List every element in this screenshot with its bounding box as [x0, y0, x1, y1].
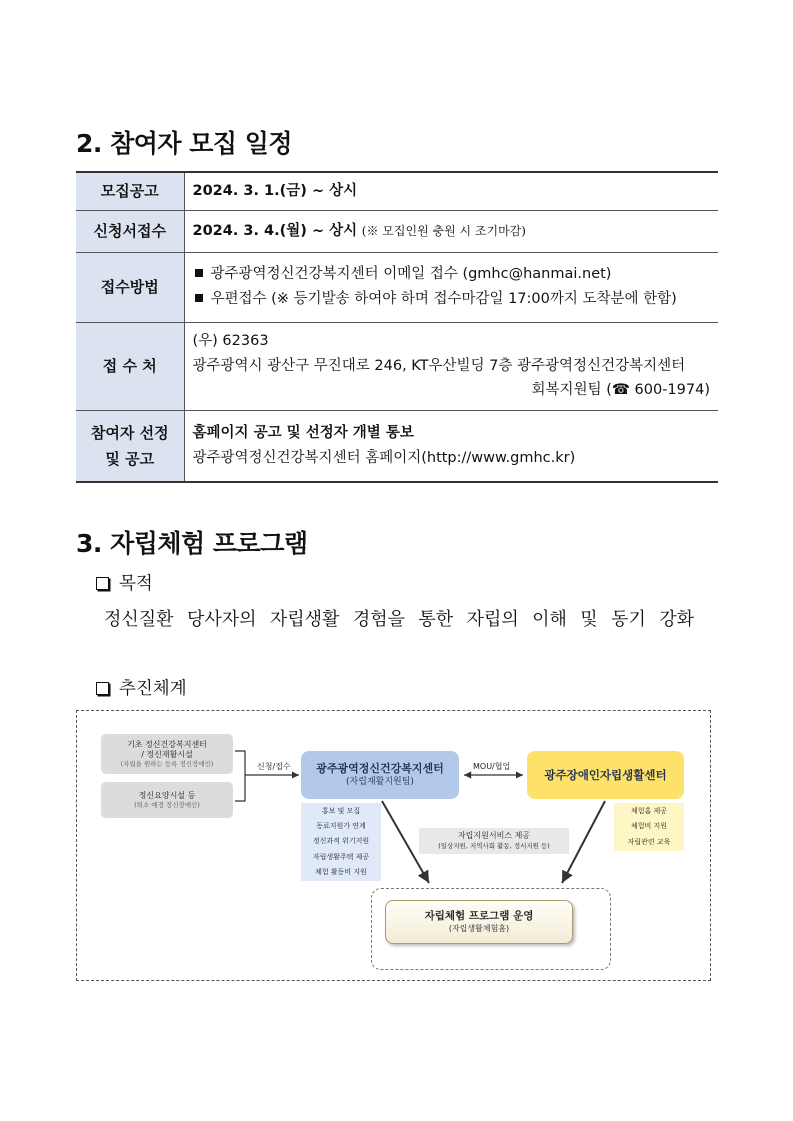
source-box-community — [101, 734, 233, 774]
homepage-info: 광주광역정신건강복지센터 홈페이지(http://www.gmhc.kr) — [192, 449, 576, 466]
table-row — [76, 172, 718, 210]
application-period: 2024. 3. 4.(월) ~ 상시 — [192, 222, 358, 239]
source-sub: (퇴소 예정 정신장애인) — [134, 800, 200, 809]
row-label: 신청서접수 — [76, 210, 184, 252]
row-label — [76, 410, 184, 482]
table-row — [76, 210, 718, 252]
postal-code: (우) 62363 — [192, 333, 269, 350]
purpose-title — [96, 570, 153, 595]
center-sub: (자립재활지원팀) — [346, 777, 414, 788]
row-value — [184, 410, 718, 482]
label-line: 및 공고 — [105, 449, 155, 468]
service-title: 자립지원서비스 제공 — [457, 831, 531, 841]
center-box — [301, 751, 459, 799]
email-method: 광주광역정신건강복지센터 이메일 접수 (gmhc@hanmai.net) — [210, 266, 612, 283]
row-value — [184, 322, 718, 410]
list-item — [193, 287, 711, 312]
list-item: 체험비 지원 — [630, 822, 668, 831]
table-row — [76, 252, 718, 322]
list-item: 동료지원가 연계 — [316, 822, 366, 831]
organization-diagram — [76, 710, 711, 981]
center-title: 광주광역정신건강복지센터 — [316, 762, 444, 775]
selection-notice: 홈페이지 공고 및 선정자 개별 통보 — [192, 425, 414, 442]
apply-arrow — [235, 751, 299, 801]
system-title — [96, 675, 187, 700]
partner-box: 광주장애인자립생활센터 — [527, 751, 684, 799]
program-sub: (자립생활체험홈) — [448, 923, 510, 933]
checkbox-square-icon — [96, 682, 109, 695]
system-title-text: 추진체계 — [119, 679, 187, 699]
section3-heading: 3. 자립체험 프로그램 — [76, 529, 308, 558]
source-sub: (자립을 원하는 등록 정신장애인) — [120, 759, 214, 768]
label-line: 참여자 선정 — [90, 423, 169, 442]
purpose-title-text: 목적 — [119, 574, 153, 594]
mail-method: 우편접수 (※ 등기발송 하여야 하며 접수마감일 17:00까지 도착분에 한함) — [210, 291, 677, 307]
bullet-icon — [195, 294, 203, 302]
address: 광주광역시 광산구 무진대로 246, KT우산빌딩 7층 광주광역정신건강복지센터 — [192, 357, 686, 374]
program-title: 자립체험 프로그램 운영 — [424, 909, 534, 922]
list-item: 정신과적 위기지원 — [312, 837, 370, 846]
list-item: 체험홈 제공 — [630, 807, 668, 816]
mou-label: MOU/협업 — [473, 762, 511, 771]
table-row — [76, 322, 718, 410]
service-sub: (일상지원, 지역사회 활동, 정서지원 등) — [438, 842, 550, 851]
list-item: 홍보 및 모집 — [321, 807, 361, 816]
source-box-facility — [101, 782, 233, 818]
list-item — [193, 262, 711, 287]
apply-label: 신청/접수 — [257, 762, 291, 771]
program-box — [385, 900, 573, 944]
center-task-list — [301, 803, 381, 881]
list-item: 자립관련 교육 — [627, 837, 671, 846]
row-value — [184, 252, 718, 322]
row-label: 모집공고 — [76, 172, 184, 210]
source-line: 기초 정신건강복지센터 — [127, 739, 207, 749]
row-label: 접 수 처 — [76, 322, 184, 410]
table-row — [76, 410, 718, 482]
row-value — [184, 210, 718, 252]
schedule-table — [76, 171, 718, 483]
checkbox-square-icon — [96, 577, 109, 590]
list-item: 자립생활주택 제공 — [312, 852, 370, 861]
contact-team: 회복지원팀 (☎ 600-1974) — [531, 382, 710, 399]
partner-task-list — [614, 803, 684, 851]
row-label: 접수방법 — [76, 252, 184, 322]
purpose-text: 정신질환 당사자의 자립생활 경험을 통한 자립의 이해 및 동기 강화 — [104, 609, 694, 630]
row-value: 2024. 3. 1.(금) ~ 상시 — [184, 172, 718, 210]
service-box — [419, 828, 569, 854]
section2-heading: 2. 참여자 모집 일정 — [76, 129, 293, 158]
source-line: / 정신재활시설 — [141, 749, 193, 759]
list-item: 체험 활동비 지원 — [315, 867, 367, 876]
bullet-icon — [195, 269, 203, 277]
early-close-note: (※ 모집인원 충원 시 조기마감) — [361, 223, 526, 238]
source-line: 정신요양시설 등 — [138, 790, 196, 800]
